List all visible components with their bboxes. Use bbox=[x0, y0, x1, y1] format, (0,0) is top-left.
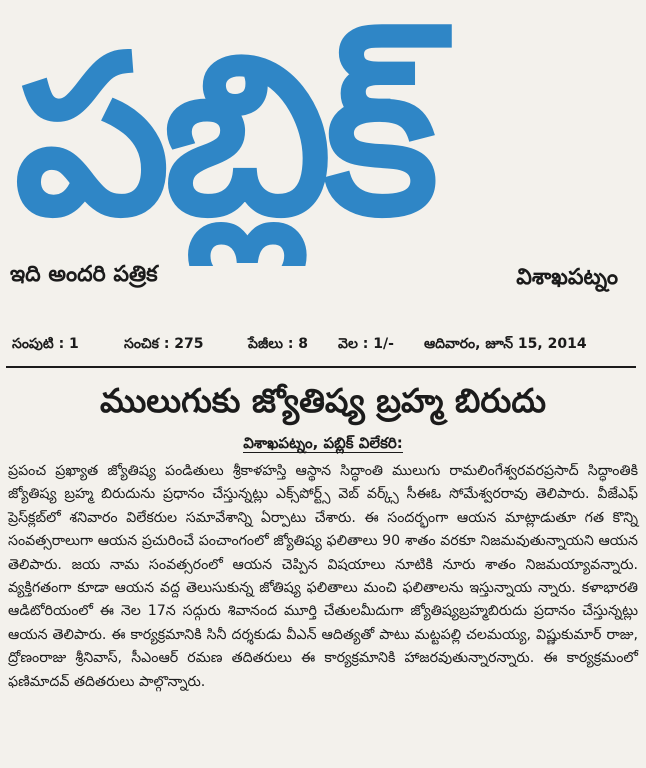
tagline: ఇది అందరి పత్రిక bbox=[10, 262, 158, 287]
article-paragraph: ప్రపంచ ప్రఖ్యాత జ్యోతిష్య పండితులు శ్రీకాళహస్తి ఆస్థాన సిద్ధాంతి ములుగు రామలింగేశ్వరవరప్రసాద్ సిద్ధాంతికి జ్యోతిష్య బ్రహ్మ బిరుదును ప్రధానం చేస్తున్నట్లు ఎక్స్‌పోర్ట్స్ వెబ్ వర్క్స్ సీఈఓ సోమేశ్వరరావు తెలిపారు. వీజేఎఫ్ ప్రెస్‌క్లబ్‌లో శనివారం విలేకరుల సమావేశాన్ని ఏర్పాటు చేశారు. ఈ సందర్భంగా ఆయన మాట్లాడుతూ గత కొన్ని సంవత్సరాలుగా ఆయన ప్రచురించే పంచాంగంలో జ్యోతిష్య ఫలితాలు 90 శాతం వరకూ నిజమవుతున్నాయని ఆయన తెలిపారు. జయ నామ సంవత్సరంలో ఆయన చెప్పిన విషయాలు నూటికి నూరు శాతం నిజమయ్యావన్నారు. వ్యక్తిగతంగా కూడా ఆయన వద్ద తెలుసుకున్న జోతిష్య ఫలితాలు మంచి ఫలితాలను ఇస్తున్నాయ న్నారు. కళాభారతి ఆడిటోరియంలో ఈ నెల 17న సద్గురు శివానంద మూర్తి చేతులమీదుగా జ్యోతిష్యబ్రహ్మబిరుదు ప్రదానం చేస్తున్నట్లు ఆయన తెలిపారు. ఈ కార్యక్రమానికి సినీ దర్శకుడు వీఎన్ ఆదిత్యతో పాటు మట్టపల్లి చలమయ్య, విష్ణుకుమార్ రాజు, ద్రోణంరాజు శ్రీనివాస్, సీఎంఆర్ రమణ తదితరులు ఈ కార్యక్రమానికి హాజరవుతున్నారన్నారు. ఈ కార్యక్రమంలో ఫణిమాదవ్ తదితరులు పాల్గొన్నారు. bbox=[8, 463, 638, 690]
article-headline: ములుగుకు జ్యోతిష్య బ్రహ్మ బిరుదు bbox=[99, 381, 547, 420]
issue-number: సంచిక : 275 bbox=[124, 336, 204, 352]
edition-city: విశాఖపట్నం bbox=[516, 265, 618, 290]
divider-rule bbox=[6, 366, 636, 368]
byline-text: విశాఖపట్నం, పబ్లిక్ విలేకరి: bbox=[243, 434, 403, 452]
issue-price: వెల : 1/- bbox=[338, 336, 394, 352]
issue-date: ఆదివారం, జూన్ 15, 2014 bbox=[424, 336, 587, 352]
newspaper-logo: పబ్లిక్ bbox=[14, 8, 431, 264]
article-body bbox=[8, 460, 638, 694]
issue-info-row bbox=[12, 336, 602, 360]
masthead bbox=[0, 0, 646, 370]
issue-volume: సంపుటి : 1 bbox=[12, 336, 79, 352]
issue-pages: పేజీలు : 8 bbox=[248, 336, 309, 352]
article-byline bbox=[0, 434, 646, 456]
